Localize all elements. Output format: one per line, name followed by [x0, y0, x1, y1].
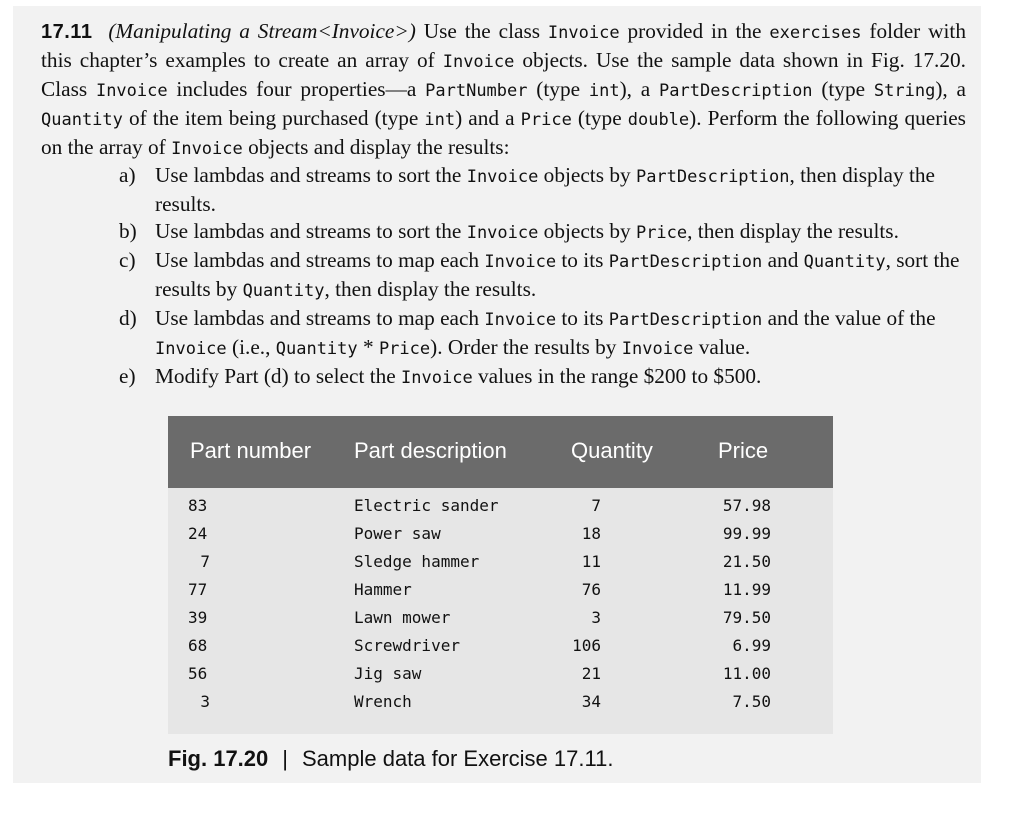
list-item: a) Use lambdas and streams to sort the Invoice objects by PartDescription, then display the results. — [119, 163, 935, 216]
table-row: 7 Sledge hammer 11 21.50 — [200, 552, 771, 571]
caption-text: Sample data for Exercise 17.11. — [302, 746, 614, 771]
document-page — [13, 6, 981, 783]
task-list — [119, 162, 964, 392]
table-row: 24 Power saw 18 99.99 — [188, 524, 771, 543]
caption-separator: | — [282, 746, 288, 771]
exercise-intro — [41, 18, 966, 163]
list-item: e) Modify Part (d) to select the Invoice values in the range $200 to $500. — [119, 364, 762, 388]
header-part-number: Part number — [190, 438, 312, 463]
figure-caption — [168, 746, 613, 772]
table-row: 83 Electric sander 7 57.98 — [188, 496, 771, 515]
header-part-description: Part description — [354, 438, 507, 463]
table-row: 3 Wrench 34 7.50 — [200, 692, 771, 711]
figure-number: Fig. 17.20 — [168, 746, 269, 771]
table-row: 77 Hammer 76 11.99 — [188, 580, 771, 599]
list-item: d) Use lambdas and streams to map each Invoice to its PartDescription and the value of the Invoice (i.e., Quantity * Price). Order the results by Invoice value. — [119, 306, 936, 359]
exercise-title: (Manipulating a Stream<Invoice>) — [108, 19, 416, 43]
exercise-intro-text: Use the class Invoice provided in the exercises folder with this chapter’s examples to create an array of Invoice objects. Use the sample data shown in Fig. 17.20. Class Invoice includes four properties—a PartNumber (type int), a PartDescription (type String), a Quantity of the item being purchased (type int) and a Price (type double). Perform the following queries on the array of Invoice objects and display the results: — [41, 19, 966, 159]
table-header — [168, 416, 833, 488]
table-row: 68 Screwdriver 106 6.99 — [188, 636, 771, 655]
table-row: 39 Lawn mower 3 79.50 — [188, 608, 771, 627]
exercise-number: 17.11 — [41, 21, 93, 43]
header-quantity: Quantity — [571, 438, 653, 463]
table-row: 56 Jig saw 21 11.00 — [188, 664, 771, 683]
list-item: b) Use lambdas and streams to sort the Invoice objects by Price, then display the results. — [119, 219, 899, 243]
list-item: c) Use lambdas and streams to map each Invoice to its PartDescription and Quantity, sort the results by Quantity, then display the results. — [119, 248, 960, 301]
sample-data-table — [168, 416, 833, 734]
header-price: Price — [718, 438, 769, 463]
